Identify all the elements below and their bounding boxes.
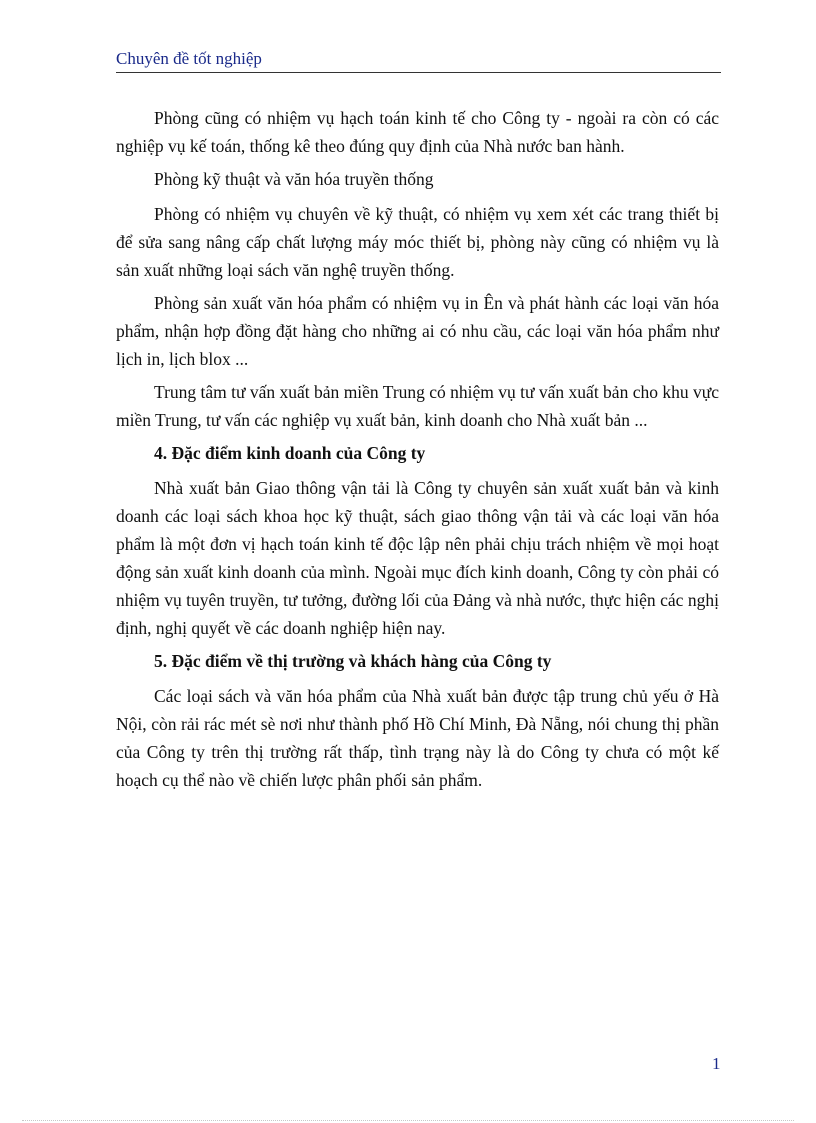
paragraph-cultural-products: Phòng sản xuất văn hóa phẩm có nhiệm vụ in Ên và phát hành các loại văn hóa phẩm, nhận hợp đồng đặt hàng cho những ai có nhu cầu, các loại văn hóa phẩm như lịch in, lịch blox ... — [116, 293, 719, 369]
paragraph-technical-dept-title: Phòng kỹ thuật và văn hóa truyền thống — [154, 169, 434, 189]
paragraph-central-consulting: Trung tâm tư vấn xuất bản miền Trung có nhiệm vụ tư vấn xuất bản cho khu vực miền Trung, tư vấn các nghiệp vụ xuất bản, kinh doanh cho Nhà xuất bản ... — [116, 382, 719, 430]
document-body — [116, 104, 719, 799]
section-heading-market: 5. Đặc điểm về thị trường và khách hàng của Công ty — [154, 651, 552, 671]
paragraph-business-features: Nhà xuất bản Giao thông vận tải là Công ty chuyên sản xuất xuất bản và kinh doanh các loại sách khoa học kỹ thuật, sách giao thông vận tải và các loại văn hóa phẩm là một đơn vị hạch toán kinh tế độc lập nên phải chịu trách nhiệm về mọi hoạt động sản xuất kinh doanh của mình. Ngoài mục đích kinh doanh, Công ty còn phải có nhiệm vụ tuyên truyền, tư tưởng, đường lối của Đảng và nhà nước, thực hiện các nghị định, nghị quyết về các doanh nghiệp hiện nay. — [116, 478, 719, 638]
paragraph-technical-dept-duties: Phòng có nhiệm vụ chuyên về kỹ thuật, có nhiệm vụ xem xét các trang thiết bị để sửa sang nâng cấp chất lượng máy móc thiết bị, phòng này cũng có nhiệm vụ là sản xuất những loại sách văn nghệ truyền thống. — [116, 204, 719, 280]
footer-divider — [22, 1120, 794, 1121]
paragraph-accounting-duties: Phòng cũng có nhiệm vụ hạch toán kinh tế cho Công ty - ngoài ra còn có các nghiệp vụ kế toán, thống kê theo đúng quy định của Nhà nước ban hành. — [116, 108, 719, 156]
header-title: Chuyên đề tốt nghiệp — [116, 49, 262, 68]
page-number: 1 — [712, 1054, 721, 1073]
page-header — [116, 48, 721, 73]
section-heading-business: 4. Đặc điểm kinh doanh của Công ty — [154, 443, 426, 463]
paragraph-market-features: Các loại sách và văn hóa phẩm của Nhà xuất bản được tập trung chủ yếu ở Hà Nội, còn rải rác mét sè nơi như thành phố Hồ Chí Minh, Đà Nẵng, nói chung thị phần của Công ty trên thị trường rất thấp, tình trạng này là do Công ty chưa có một kế hoạch cụ thể nào về chiến lược phân phối sản phẩm. — [116, 686, 719, 790]
